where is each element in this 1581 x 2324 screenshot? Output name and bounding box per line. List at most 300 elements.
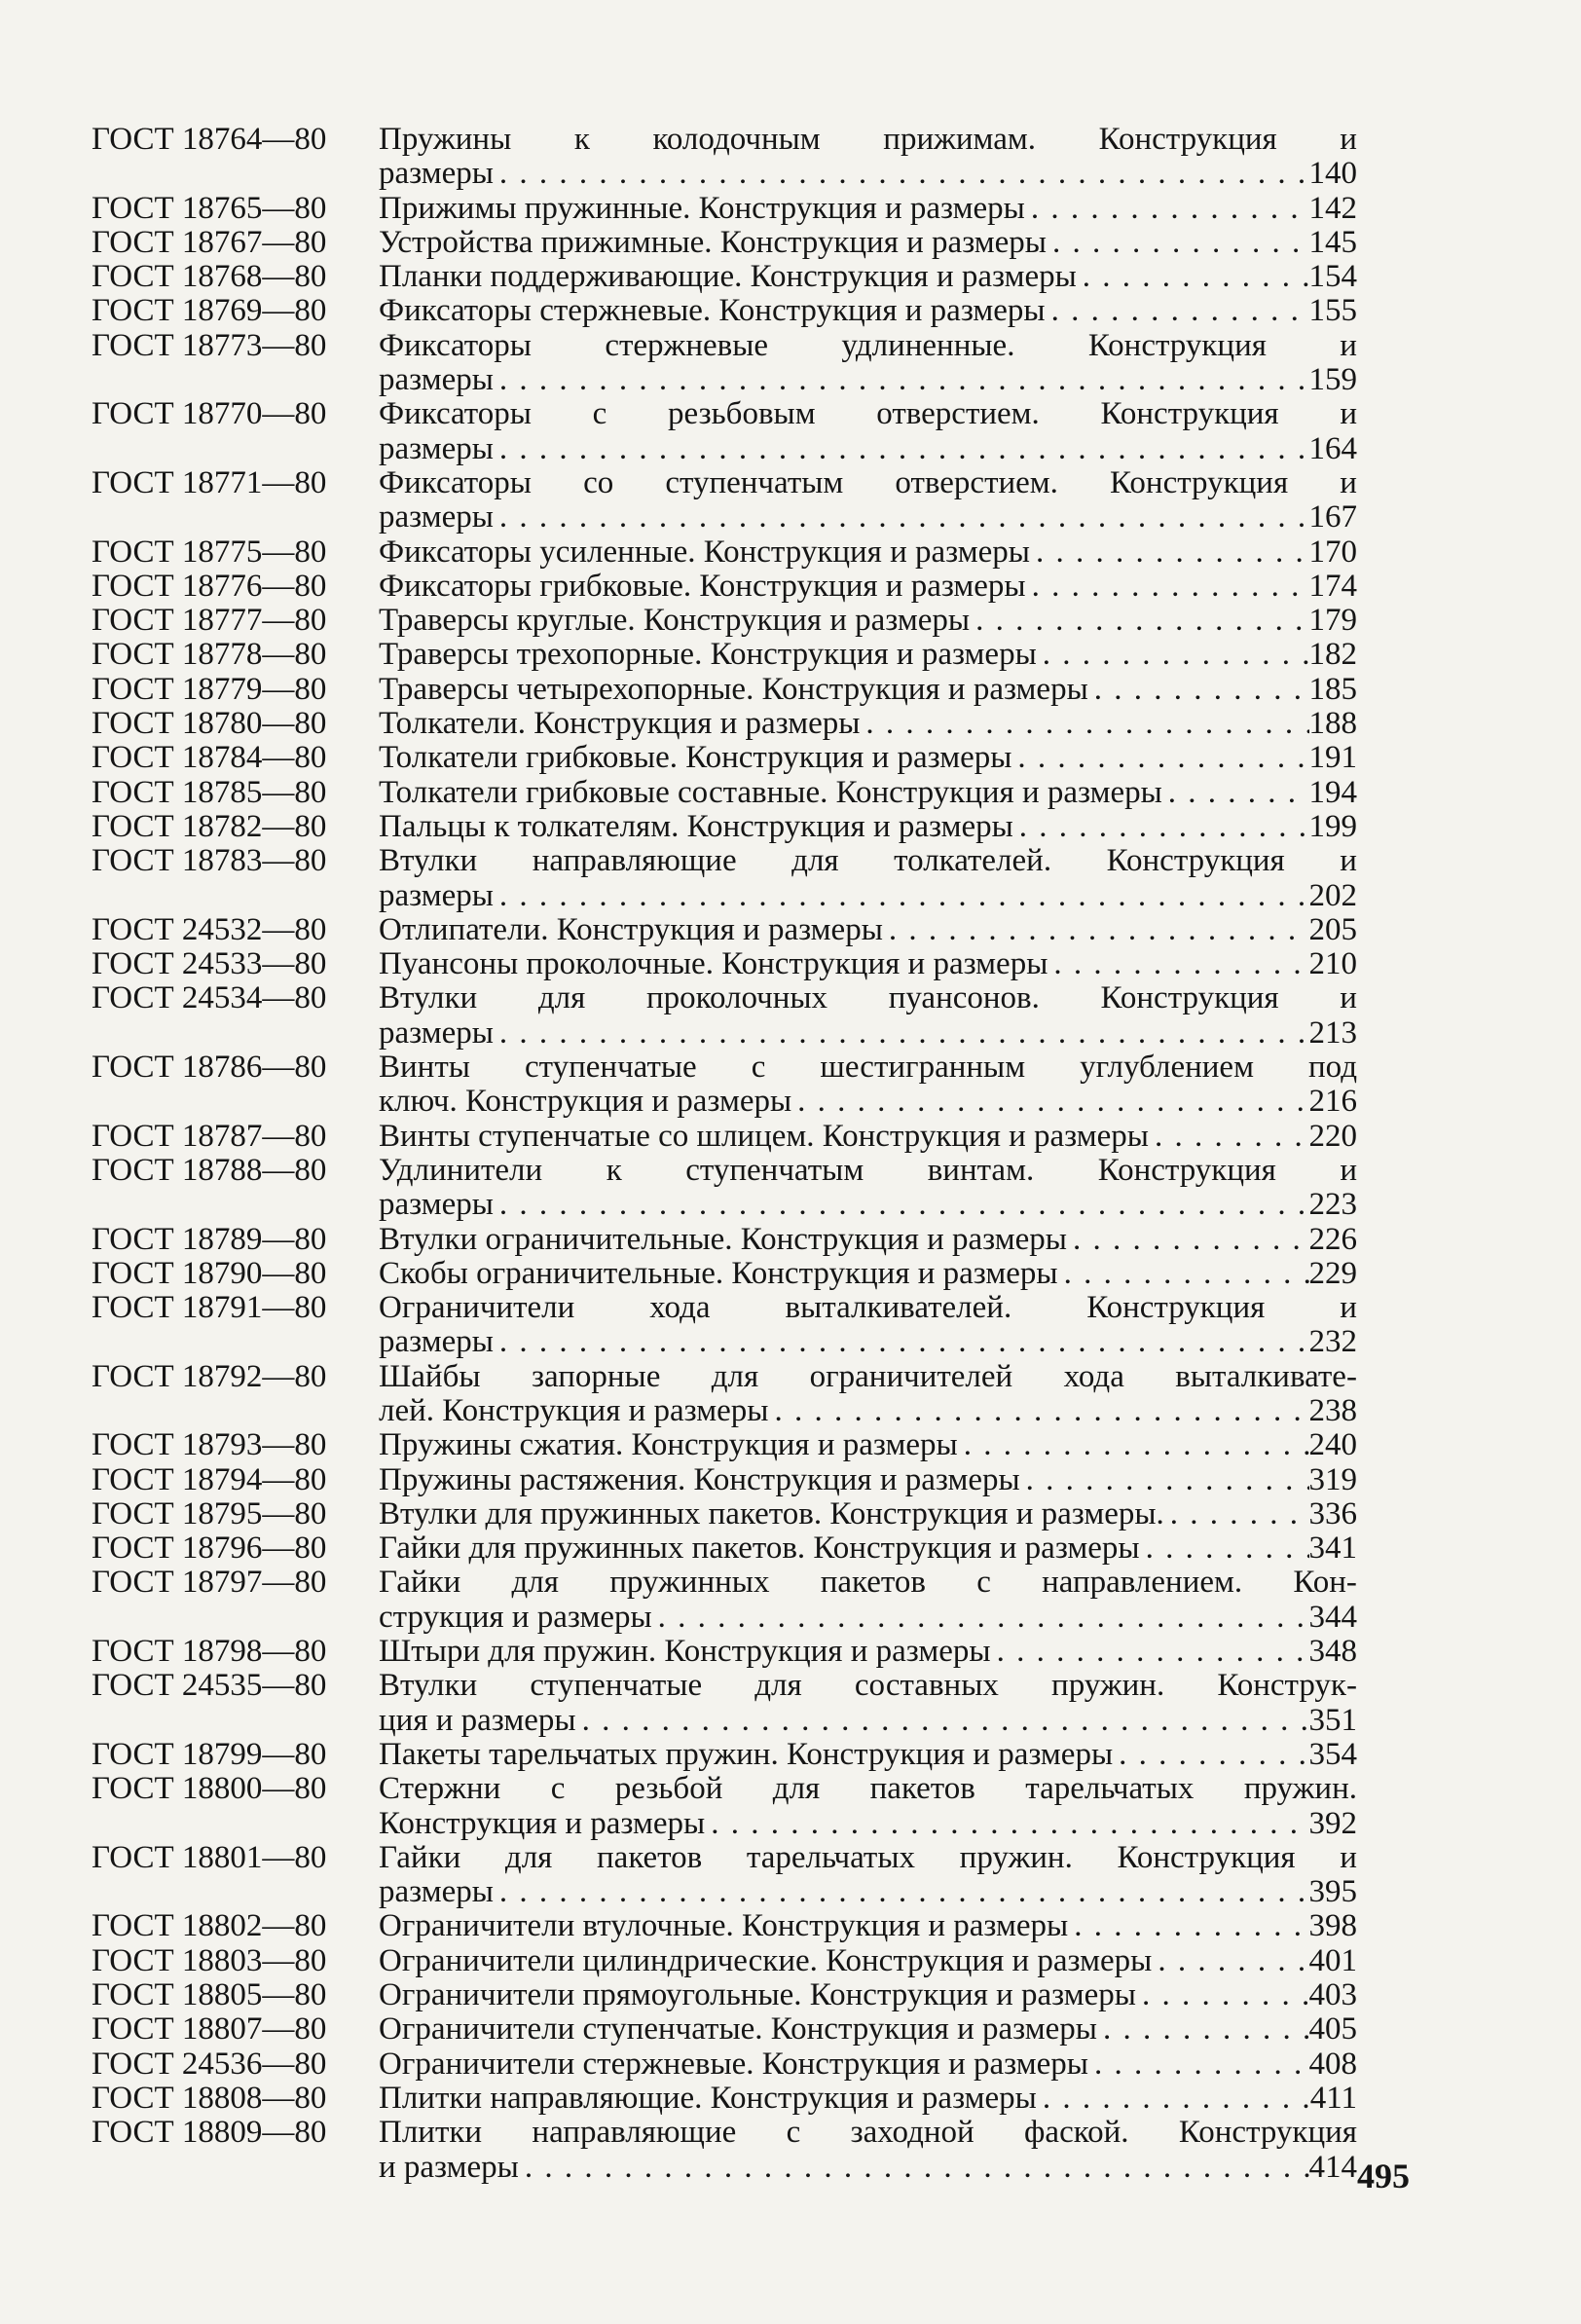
gost-code: ГОСТ 18798—80 <box>92 1634 327 1670</box>
dot-leader <box>1048 947 1308 981</box>
dot-leader <box>1088 673 1309 707</box>
dot-leader <box>652 1601 1309 1635</box>
title-word: Конструкция <box>1098 122 1277 157</box>
entry-title <box>379 1360 1357 1429</box>
toc-entry <box>92 1223 1357 1257</box>
title-word: пуансонов. <box>888 980 1040 1016</box>
entry-title <box>379 397 1357 466</box>
title-text: Ограничители ступенчатые. Конструкция и размеры <box>379 2011 1097 2047</box>
title-text: Втулки ограничительные. Конструкция и размеры <box>379 1221 1067 1257</box>
gost-code: ГОСТ 18791—80 <box>92 1290 327 1326</box>
title-text: Толкатели грибковые составные. Конструкция и размеры <box>379 774 1162 810</box>
page-ref: 401 <box>1308 1942 1357 1978</box>
title-text: Скобы ограничительные. Конструкция и размеры <box>379 1255 1058 1291</box>
page-ref: 411 <box>1309 2080 1357 2116</box>
gost-code: ГОСТ 18768—80 <box>92 259 327 295</box>
page-ref: 164 <box>1308 430 1357 466</box>
page-ref: 182 <box>1308 637 1357 673</box>
title-text: Траверсы трехопорные. Конструкция и размеры <box>379 637 1037 673</box>
dot-leader <box>494 1875 1309 1909</box>
dot-leader <box>1152 1944 1308 1978</box>
dot-leader <box>991 1635 1309 1669</box>
title-word: для <box>791 843 839 879</box>
title-word: Ограничители <box>379 1290 575 1326</box>
toc-entry <box>92 2012 1357 2047</box>
title-line <box>379 1463 1357 1497</box>
page-ref: 220 <box>1308 1118 1357 1154</box>
toc-entry <box>92 844 1357 913</box>
entry-title <box>379 981 1357 1051</box>
title-text: Ограничители прямоугольные. Конструкция и размеры <box>379 1977 1136 2013</box>
gost-code: ГОСТ 24533—80 <box>92 946 327 982</box>
title-word: Конструкция <box>1100 396 1279 432</box>
toc-entry <box>92 1909 1357 1943</box>
entry-title <box>379 741 1357 775</box>
dot-leader <box>494 363 1309 397</box>
gost-code: ГОСТ 18767—80 <box>92 224 327 260</box>
title-line <box>379 1531 1357 1566</box>
title-line <box>379 260 1357 294</box>
toc-entry <box>92 1154 1357 1223</box>
title-line <box>379 810 1357 844</box>
gost-code: ГОСТ 18808—80 <box>92 2080 327 2116</box>
page-ref: 344 <box>1308 1599 1357 1635</box>
title-word: пружин. <box>1051 1668 1165 1704</box>
dot-leader <box>1025 192 1309 226</box>
title-word: Гайки <box>379 1565 461 1601</box>
title-word: Конструкция <box>1106 843 1285 879</box>
entry-title <box>379 1566 1357 1635</box>
page-ref: 348 <box>1308 1634 1357 1670</box>
title-line <box>379 1738 1357 1772</box>
gost-code: ГОСТ 18788—80 <box>92 1152 327 1188</box>
toc-entry <box>92 294 1357 328</box>
entry-title <box>379 1772 1357 1841</box>
title-word: Конструкция <box>1100 980 1279 1016</box>
title-word: пружинных <box>609 1565 770 1601</box>
title-word: отверстием. <box>876 396 1040 432</box>
title-word: Гайки <box>379 1839 461 1875</box>
title-text: Ограничители стержневые. Конструкция и размеры <box>379 2046 1088 2082</box>
title-word: фаской. <box>1024 2115 1129 2151</box>
title-line <box>379 1635 1357 1669</box>
gost-code: ГОСТ 18795—80 <box>92 1495 327 1531</box>
title-word: отверстием. <box>895 464 1058 500</box>
toc-entry <box>92 707 1357 741</box>
title-line <box>379 947 1357 981</box>
title-word: с <box>976 1565 991 1601</box>
toc-entry <box>92 776 1357 810</box>
entry-title <box>379 673 1357 707</box>
entry-title <box>379 535 1357 570</box>
title-text: Ограничители цилиндрические. Конструкция и размеры <box>379 1942 1153 1978</box>
toc-entry <box>92 2116 1357 2185</box>
title-word: Конструкция <box>1178 2115 1357 2151</box>
page-ref: 223 <box>1308 1187 1357 1223</box>
entry-title <box>379 1120 1357 1154</box>
page-ref: 216 <box>1308 1084 1357 1120</box>
entry-title <box>379 123 1357 192</box>
title-word: выталкивате- <box>1175 1358 1357 1394</box>
dot-leader <box>1136 1978 1309 2012</box>
title-line <box>379 535 1357 570</box>
page-ref: 145 <box>1308 224 1357 260</box>
title-word: и <box>1340 843 1357 879</box>
title-line <box>379 879 1357 913</box>
entry-title <box>379 1051 1357 1120</box>
title-word: составных <box>854 1668 999 1704</box>
title-text: ция и размеры <box>379 1702 576 1738</box>
title-word: и <box>1340 1152 1357 1188</box>
title-word: с <box>550 1771 566 1807</box>
toc-entry <box>92 1531 1357 1566</box>
page-ref: 185 <box>1308 671 1357 707</box>
title-line <box>379 2082 1357 2116</box>
toc-entry <box>92 1463 1357 1497</box>
toc-entry <box>92 913 1357 947</box>
entry-title <box>379 1223 1357 1257</box>
title-text: Плитки направляющие. Конструкция и размеры <box>379 2080 1037 2116</box>
title-line <box>379 2047 1357 2082</box>
toc-entry <box>92 1944 1357 1978</box>
title-line <box>379 2151 1357 2185</box>
title-line <box>379 192 1357 226</box>
entry-title <box>379 947 1357 981</box>
title-line <box>379 1051 1357 1085</box>
dot-leader <box>1058 1257 1309 1291</box>
entry-title <box>379 1428 1357 1462</box>
entry-title <box>379 2012 1357 2047</box>
entry-title <box>379 1635 1357 1669</box>
page-ref: 408 <box>1308 2046 1357 2082</box>
title-text: размеры <box>379 156 494 192</box>
title-text: и размеры <box>379 2149 519 2185</box>
gost-code: ГОСТ 18786—80 <box>92 1050 327 1086</box>
title-word: тарельчатых <box>746 1839 916 1875</box>
toc-entry <box>92 260 1357 294</box>
page-ref: 205 <box>1308 911 1357 947</box>
title-line <box>379 1360 1357 1394</box>
toc-entry <box>92 397 1357 466</box>
title-text: размеры <box>379 1014 494 1051</box>
title-text: Пальцы к толкателям. Конструкция и размеры <box>379 808 1013 844</box>
dot-leader <box>1077 260 1309 294</box>
title-text: Траверсы круглые. Конструкция и размеры <box>379 603 971 639</box>
title-line <box>379 294 1357 328</box>
gost-code: ГОСТ 18765—80 <box>92 190 327 226</box>
dot-leader <box>494 432 1309 466</box>
title-line <box>379 123 1357 157</box>
title-word: для <box>711 1358 759 1394</box>
dot-leader <box>768 1394 1308 1428</box>
gost-code: ГОСТ 18796—80 <box>92 1531 327 1567</box>
title-text: Толкатели грибковые. Конструкция и размеры <box>379 740 1012 776</box>
dot-leader <box>494 500 1309 535</box>
title-word: и <box>1340 1839 1357 1875</box>
entry-title <box>379 1531 1357 1566</box>
toc-entry <box>92 673 1357 707</box>
entry-title <box>379 260 1357 294</box>
entry-title <box>379 466 1357 535</box>
gost-code: ГОСТ 18785—80 <box>92 774 327 810</box>
page-number: 495 <box>1357 2157 1410 2195</box>
page-ref: 392 <box>1308 1805 1357 1841</box>
page-ref: 398 <box>1308 1908 1357 1944</box>
title-text: лей. Конструкция и размеры <box>379 1392 769 1428</box>
title-word: со <box>583 464 614 500</box>
dot-leader <box>883 913 1309 947</box>
gost-code: ГОСТ 18776—80 <box>92 568 327 604</box>
title-word: пакетов <box>597 1839 703 1875</box>
page-ref: 336 <box>1308 1495 1357 1531</box>
title-word: с <box>592 396 607 432</box>
title-word: направлением. <box>1042 1565 1243 1601</box>
gost-code: ГОСТ 18777—80 <box>92 603 327 639</box>
page-ref: 405 <box>1308 2011 1357 2047</box>
title-line <box>379 1909 1357 1943</box>
title-text: Прижимы пружинные. Конструкция и размеры <box>379 190 1025 226</box>
gost-code: ГОСТ 18790—80 <box>92 1255 327 1291</box>
toc-entry <box>92 1978 1357 2012</box>
dot-leader <box>791 1085 1308 1119</box>
title-line <box>379 844 1357 878</box>
title-text: Толкатели. Конструкция и размеры <box>379 706 861 742</box>
dot-leader <box>1088 2047 1309 2082</box>
entry-title <box>379 226 1357 260</box>
title-line <box>379 776 1357 810</box>
gost-code: ГОСТ 18787—80 <box>92 1118 327 1154</box>
page-ref: 210 <box>1308 946 1357 982</box>
title-text: размеры <box>379 1187 494 1223</box>
entry-title <box>379 1497 1357 1531</box>
title-word: углублением <box>1080 1050 1254 1086</box>
title-text: размеры <box>379 430 494 466</box>
gost-code: ГОСТ 18809—80 <box>92 2115 327 2151</box>
dot-leader <box>1037 2082 1310 2116</box>
gost-code: ГОСТ 18803—80 <box>92 1942 327 1978</box>
toc-entry <box>92 810 1357 844</box>
title-word: и <box>1340 980 1357 1016</box>
toc-entry <box>92 604 1357 638</box>
title-line <box>379 500 1357 535</box>
title-word: и <box>1340 122 1357 157</box>
title-word: ступенчатым <box>665 464 844 500</box>
gost-code: ГОСТ 18780—80 <box>92 706 327 742</box>
entry-title <box>379 1669 1357 1738</box>
entry-title <box>379 1944 1357 1978</box>
toc-entry <box>92 1841 1357 1910</box>
page-ref: 403 <box>1308 1977 1357 2013</box>
title-line <box>379 1601 1357 1635</box>
dot-leader <box>1046 294 1309 328</box>
title-word: Конструкция <box>1110 464 1289 500</box>
gost-code: ГОСТ 18802—80 <box>92 1908 327 1944</box>
title-word: и <box>1340 464 1357 500</box>
title-word: для <box>511 1565 559 1601</box>
title-word: хода <box>649 1290 711 1326</box>
page-ref: 191 <box>1308 740 1357 776</box>
title-text: Устройства прижимные. Конструкция и размеры <box>379 224 1047 260</box>
dot-leader <box>494 1016 1309 1051</box>
toc-entry <box>92 741 1357 775</box>
dot-leader <box>970 604 1308 638</box>
page-ref: 194 <box>1308 774 1357 810</box>
entry-title <box>379 1291 1357 1360</box>
toc-entry <box>92 1291 1357 1360</box>
title-text: Ограничители втулочные. Конструкция и размеры <box>379 1908 1069 1944</box>
page-ref: 154 <box>1308 259 1357 295</box>
toc-entry <box>92 1360 1357 1429</box>
toc-entry <box>92 329 1357 398</box>
dot-leader <box>1030 535 1309 570</box>
title-line <box>379 2012 1357 2047</box>
dot-leader <box>1113 1738 1308 1772</box>
entry-title <box>379 2047 1357 2082</box>
title-word: Удлинители <box>379 1152 543 1188</box>
gost-code: ГОСТ 18797—80 <box>92 1565 327 1601</box>
title-word: Конструкция <box>1087 327 1267 363</box>
toc-entry <box>92 1669 1357 1738</box>
title-word: Шайбы <box>379 1358 481 1394</box>
title-text: Фиксаторы грибковые. Конструкция и размеры <box>379 568 1026 604</box>
entry-title <box>379 604 1357 638</box>
toc-entry <box>92 947 1357 981</box>
page-ref: 155 <box>1308 293 1357 329</box>
title-word: и <box>1340 1290 1357 1326</box>
title-line <box>379 981 1357 1015</box>
dot-leader <box>494 879 1309 913</box>
toc-entry <box>92 535 1357 570</box>
dot-leader <box>1037 638 1309 672</box>
title-word: ступенчатым <box>685 1152 864 1188</box>
title-text: размеры <box>379 1324 494 1360</box>
title-word: прижимам. <box>883 122 1036 157</box>
title-word: Фиксаторы <box>379 327 532 363</box>
title-word: Фиксаторы <box>379 396 532 432</box>
page-ref: 238 <box>1308 1392 1357 1428</box>
title-text: Фиксаторы стержневые. Конструкция и размеры <box>379 293 1046 329</box>
title-line <box>379 1085 1357 1119</box>
title-line <box>379 1325 1357 1359</box>
gost-code: ГОСТ 18770—80 <box>92 396 327 432</box>
entry-title <box>379 294 1357 328</box>
toc-entry <box>92 1566 1357 1635</box>
page-ref: 354 <box>1308 1736 1357 1772</box>
toc-entry <box>92 1257 1357 1291</box>
dot-leader <box>519 2151 1309 2185</box>
dot-leader <box>576 1704 1309 1738</box>
entry-title <box>379 707 1357 741</box>
toc-entry <box>92 1497 1357 1531</box>
title-word: для <box>537 980 586 1016</box>
title-line <box>379 1188 1357 1222</box>
title-line <box>379 673 1357 707</box>
entry-title <box>379 329 1357 398</box>
entry-title <box>379 810 1357 844</box>
title-word: под <box>1307 1050 1357 1086</box>
gost-code: ГОСТ 24535—80 <box>92 1668 327 1704</box>
toc-entry <box>92 1051 1357 1120</box>
title-line <box>379 707 1357 741</box>
entry-title <box>379 1841 1357 1910</box>
page-ref: 232 <box>1308 1324 1357 1360</box>
gost-code: ГОСТ 18771—80 <box>92 464 327 500</box>
dot-leader <box>1047 226 1309 260</box>
gost-code: ГОСТ 18779—80 <box>92 671 327 707</box>
title-line <box>379 604 1357 638</box>
title-line <box>379 1978 1357 2012</box>
entry-title <box>379 1978 1357 2012</box>
page-ref: 159 <box>1308 362 1357 398</box>
gost-code: ГОСТ 18775—80 <box>92 534 327 570</box>
title-text: Винты ступенчатые со шлицем. Конструкция и размеры <box>379 1118 1149 1154</box>
title-line <box>379 1841 1357 1875</box>
toc-entry <box>92 2082 1357 2116</box>
entry-title <box>379 1909 1357 1943</box>
entry-title <box>379 2082 1357 2116</box>
title-line <box>379 363 1357 397</box>
dot-leader <box>1011 741 1308 775</box>
title-line <box>379 1394 1357 1428</box>
dot-leader <box>494 1325 1309 1359</box>
title-line <box>379 1428 1357 1462</box>
entry-title <box>379 192 1357 226</box>
toc-entry <box>92 466 1357 535</box>
title-word: резьбой <box>614 1771 723 1807</box>
title-word: к <box>606 1152 622 1188</box>
title-word: Конструк- <box>1217 1668 1357 1704</box>
dot-leader <box>494 1188 1309 1222</box>
gost-code: ГОСТ 18799—80 <box>92 1736 327 1772</box>
entry-title <box>379 776 1357 810</box>
gost-code: ГОСТ 18789—80 <box>92 1221 327 1257</box>
title-text: размеры <box>379 499 494 535</box>
title-line <box>379 1291 1357 1325</box>
toc-entry <box>92 638 1357 672</box>
title-line <box>379 913 1357 947</box>
title-word: колодочным <box>652 122 821 157</box>
toc-entry <box>92 192 1357 226</box>
gost-code: ГОСТ 18807—80 <box>92 2011 327 2047</box>
page-ref: 341 <box>1308 1531 1357 1567</box>
title-line <box>379 741 1357 775</box>
gost-code: ГОСТ 18805—80 <box>92 1977 327 2013</box>
title-word: Кон- <box>1293 1565 1357 1601</box>
gost-code: ГОСТ 18793—80 <box>92 1427 327 1463</box>
page-ref: 240 <box>1308 1427 1357 1463</box>
dot-leader <box>1164 1497 1309 1531</box>
toc-entry <box>92 1772 1357 1841</box>
page-ref: 188 <box>1308 706 1357 742</box>
gost-code: ГОСТ 24534—80 <box>92 980 327 1016</box>
title-word: пружин. <box>1243 1771 1357 1807</box>
title-text: Втулки для пружинных пакетов. Конструкция и размеры. <box>379 1495 1164 1531</box>
title-text: Отлипатели. Конструкция и размеры <box>379 911 883 947</box>
title-word: хода <box>1063 1358 1124 1394</box>
toc-entry <box>92 1120 1357 1154</box>
title-word: ступенчатые <box>524 1050 697 1086</box>
title-word: к <box>573 122 590 157</box>
title-line <box>379 1704 1357 1738</box>
gost-code: ГОСТ 18792—80 <box>92 1358 327 1394</box>
page-ref: 395 <box>1308 1874 1357 1910</box>
toc-entry <box>92 2047 1357 2082</box>
title-text: Пакеты тарельчатых пружин. Конструкция и размеры <box>379 1736 1114 1772</box>
title-word: с <box>751 1050 766 1086</box>
title-text: Штыри для пружин. Конструкция и размеры <box>379 1634 991 1670</box>
title-word: Втулки <box>379 980 478 1016</box>
title-word: ограничителей <box>809 1358 1013 1394</box>
